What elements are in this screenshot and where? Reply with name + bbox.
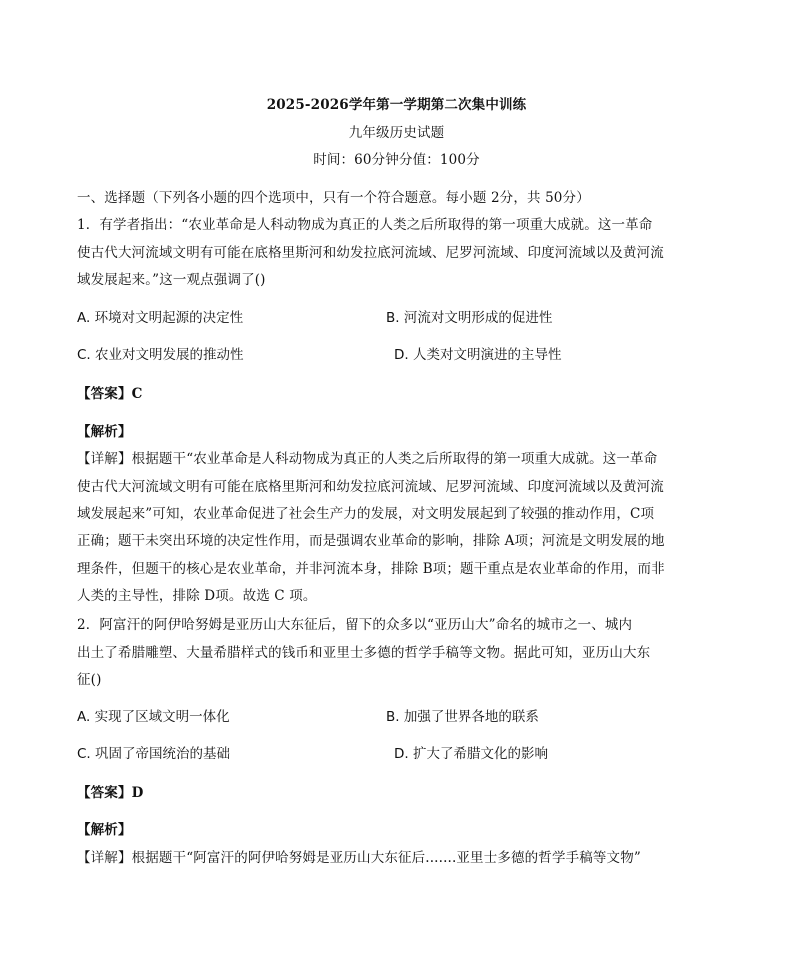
q2-stem-line-1: 2．阿富汗的阿伊哈努姆是亚历山大东征后，留下的众多以“亚历山大”命名的城市之一、城内	[77, 617, 633, 633]
q1-detail-line-4: 正确；题干未突出环境的决定性作用，而是强调农业革命的影响，排除 A项；河流是文明发展的地	[77, 533, 665, 549]
q1-option-c: C. 农业对文明发展的推动性	[77, 347, 244, 363]
q1-stem-line-3: 域发展起来。”这一观点强调了()	[77, 272, 266, 288]
q1-option-b: B. 河流对文明形成的促进性	[386, 310, 553, 326]
q2-stem-line-3: 征()	[77, 672, 102, 688]
q1-detail-line-5: 理条件，但题干的核心是农业革命，并非河流本身，排除 B项；题干重点是农业革命的作用，而非	[77, 561, 665, 577]
q2-analysis-label: 【解析】	[77, 822, 132, 838]
q1-detail-line-1: 【详解】根据题干“农业革命是人科动物成为真正的人类之后所取得的第一项重大成就。这一革命	[77, 451, 658, 467]
q1-answer: 【答案】C	[77, 386, 143, 402]
q1-stem-line-1: 1．有学者指出：“农业革命是人科动物成为真正的人类之后所取得的第一项重大成就。这一革命	[77, 217, 653, 233]
exam-meta: 时间：60分钟分值：100分	[313, 152, 480, 168]
q2-option-c: C. 巩固了帝国统治的基础	[77, 746, 231, 762]
q1-stem-line-2: 使古代大河流域文明有可能在底格里斯河和幼发拉底河流域、尼罗河流域、印度河流域以及黄河流	[77, 245, 664, 261]
q1-analysis-label: 【解析】	[77, 424, 132, 440]
q1-detail-line-2: 使古代大河流域文明有可能在底格里斯河和幼发拉底河流域、尼罗河流域、印度河流域以及黄河流	[77, 479, 664, 495]
q1-detail-line-6: 人类的主导性，排除 D项。故选 C 项。	[77, 588, 317, 604]
q2-stem-line-2: 出土了希腊雕塑、大量希腊样式的钱币和亚里士多德的哲学手稿等文物。据此可知，亚历山大东	[77, 645, 651, 661]
q1-option-d: D. 人类对文明演进的主导性	[394, 347, 562, 363]
section-heading: 一、选择题（下列各小题的四个选项中，只有一个符合题意。每小题 2分，共 50分）	[77, 190, 590, 206]
q1-detail-line-3: 域发展起来”可知，农业革命促进了社会生产力的发展，对文明发展起到了较强的推动作用，C项	[77, 506, 655, 522]
q2-option-b: B. 加强了世界各地的联系	[386, 709, 539, 725]
q2-option-d: D. 扩大了希腊文化的影响	[394, 746, 548, 762]
q2-option-a: A. 实现了区域文明一体化	[77, 709, 230, 725]
exam-subtitle: 九年级历史试题	[348, 125, 445, 141]
q2-detail-line-1: 【详解】根据题干“阿富汗的阿伊哈努姆是亚历山大东征后.......亚里士多德的哲学手稿等文物”	[77, 850, 641, 866]
q1-option-a: A. 环境对文明起源的决定性	[77, 310, 244, 326]
exam-title: 2025-2026学年第一学期第二次集中训练	[266, 97, 527, 113]
q2-answer: 【答案】D	[77, 785, 144, 801]
